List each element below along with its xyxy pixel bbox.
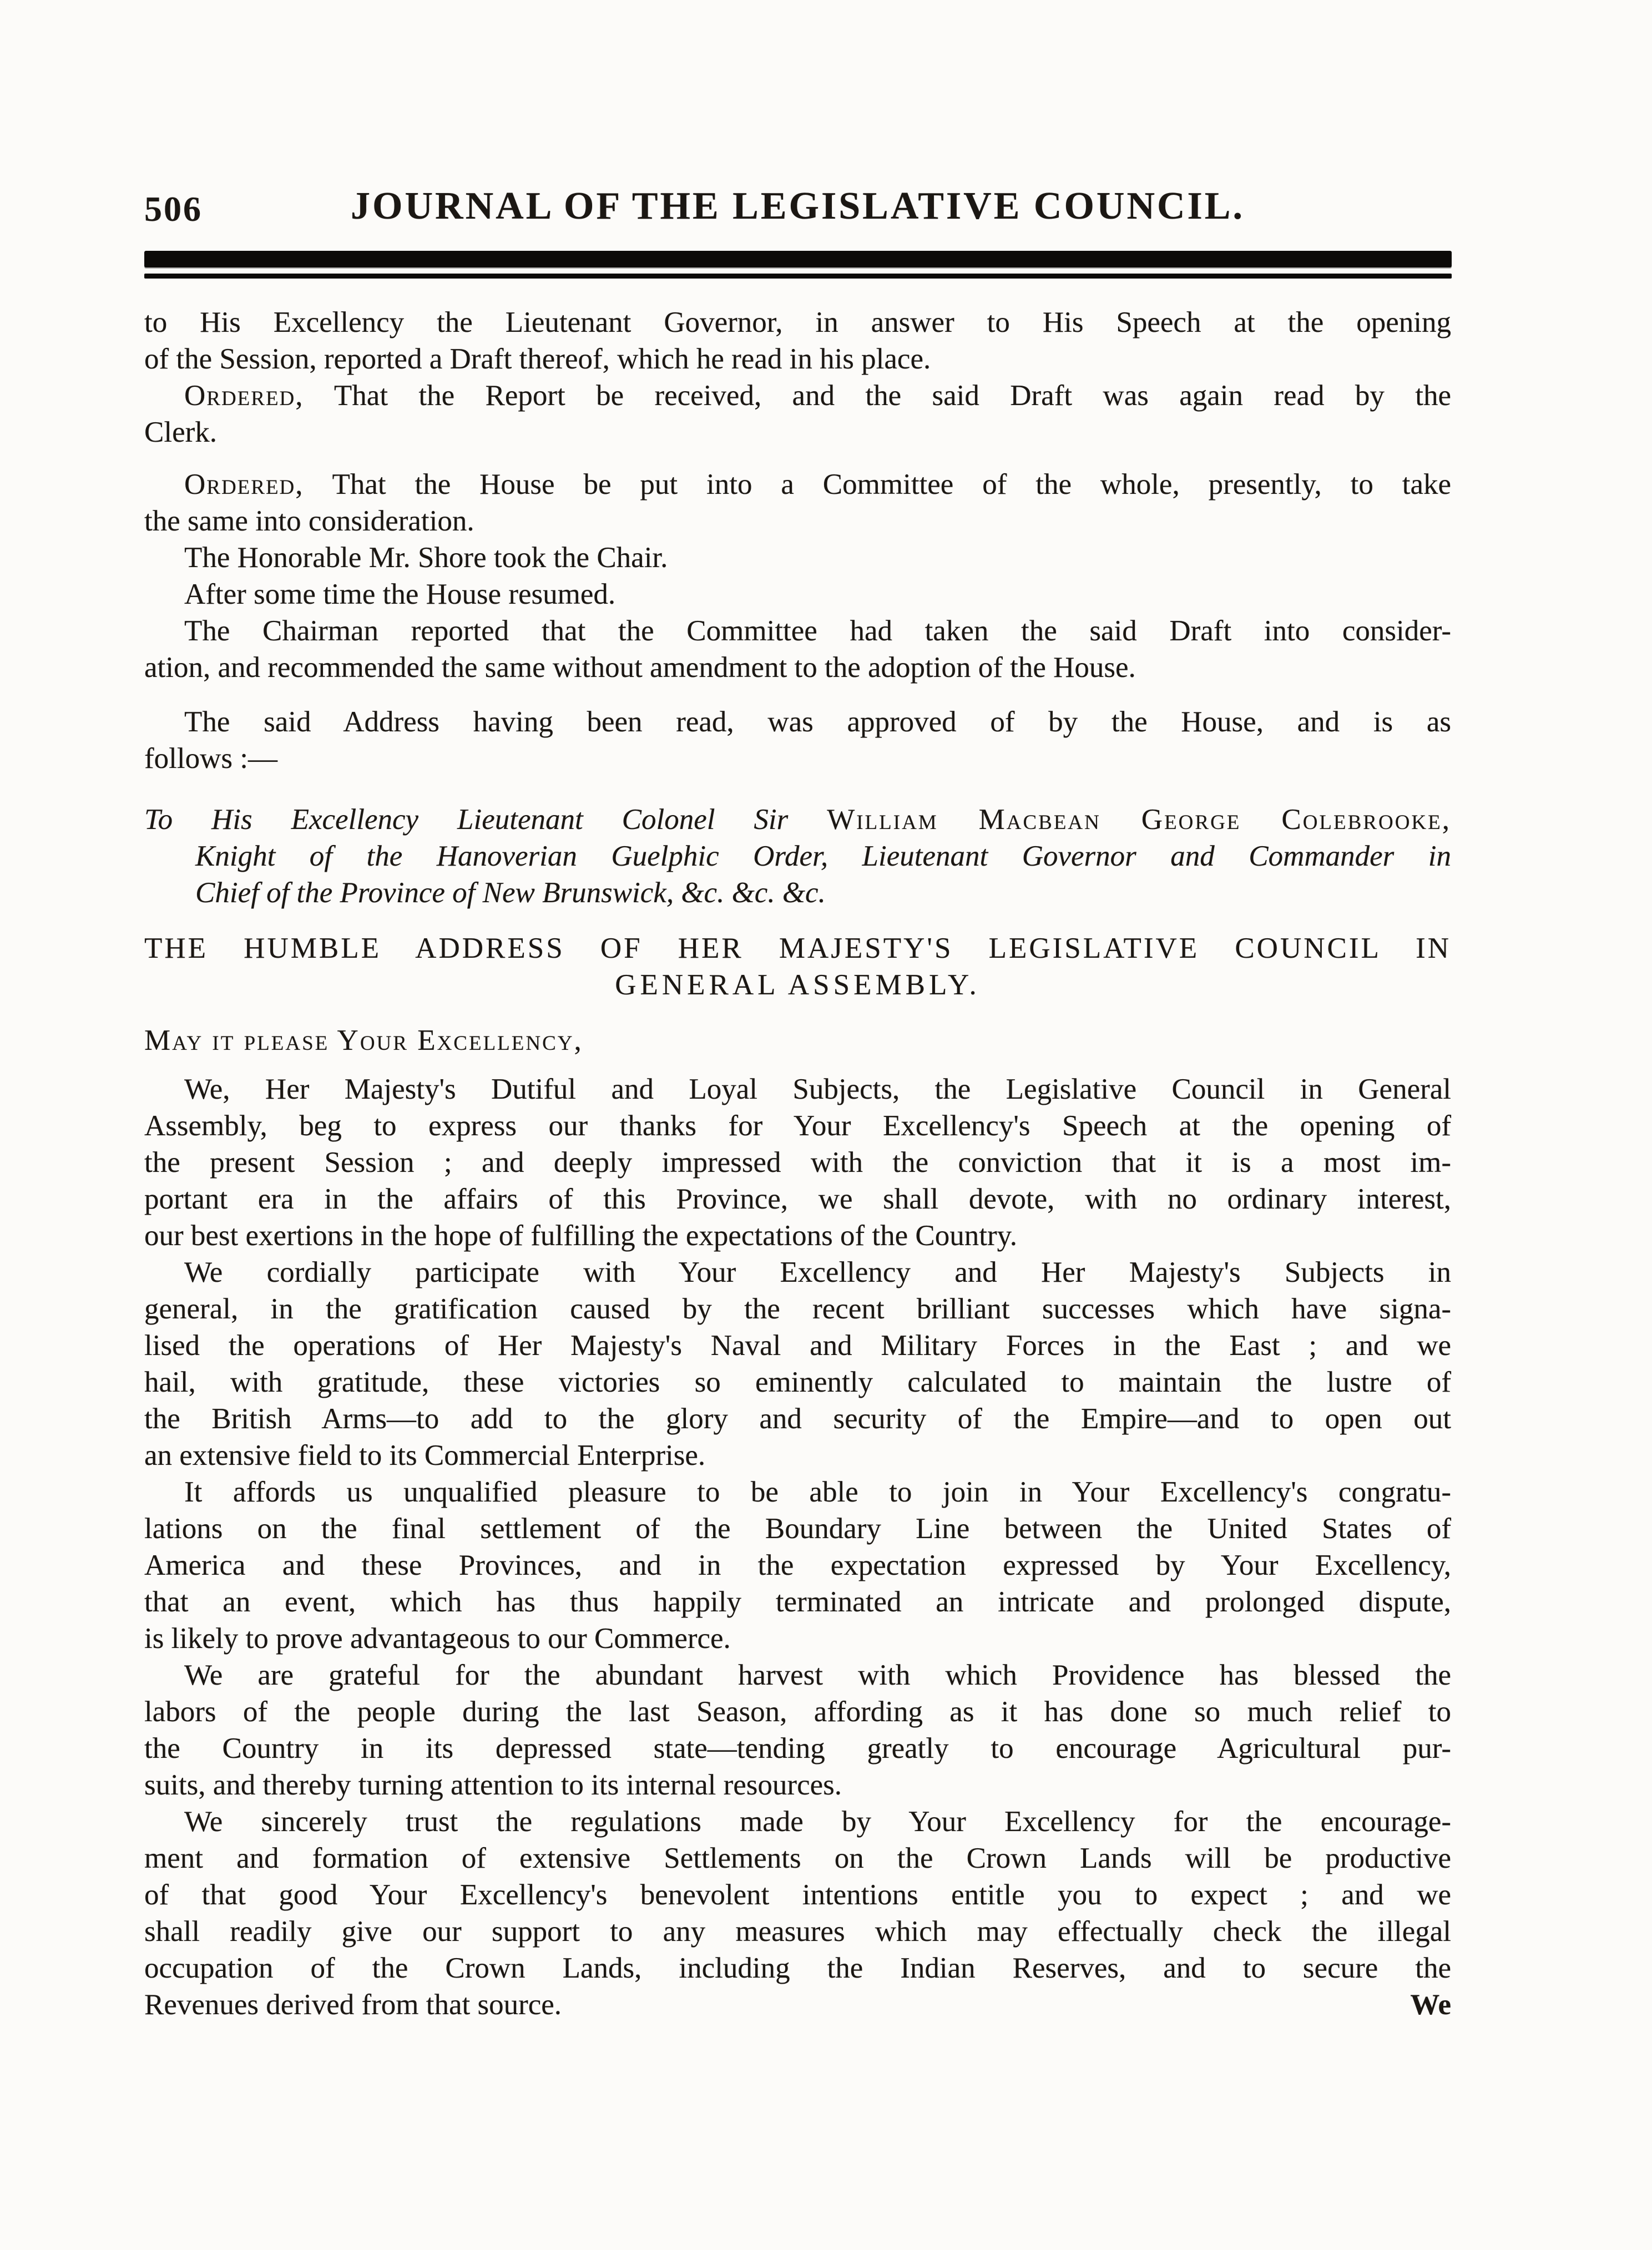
text-segment: Clerk. bbox=[144, 416, 217, 448]
text-line bbox=[144, 377, 1451, 414]
text-line bbox=[144, 1657, 1451, 1693]
paragraph-chairman-report bbox=[144, 613, 1451, 686]
text-segment: To His Excellency Lieutenant Colonel Sir bbox=[144, 803, 827, 836]
text-segment: It affords us unqualified pleasure to be able to join in Your Excellency's congratu- bbox=[184, 1476, 1451, 1508]
paragraph-ordered-report bbox=[144, 377, 1451, 451]
paragraph-thanks bbox=[144, 1071, 1451, 1254]
text-segment: follows :— bbox=[144, 742, 277, 775]
text-segment: Revenues derived from that source. bbox=[144, 1989, 562, 2021]
text-segment: That the House be put into a Committee of the whole, presently, to take bbox=[304, 468, 1451, 500]
text-line bbox=[144, 539, 1451, 576]
text-segment: portant era in the affairs of this Province, we shall devote, with no ordinary interest, bbox=[144, 1183, 1451, 1215]
text-line bbox=[144, 930, 1451, 967]
text-line bbox=[144, 1022, 1451, 1059]
text-segment: We sincerely trust the regulations made by Your Excellency for the encourage- bbox=[184, 1806, 1451, 1838]
text-segment: The said Address having been read, was approved of by the House, and is as bbox=[184, 706, 1451, 738]
address-salutation-block bbox=[144, 801, 1451, 911]
text-line bbox=[144, 1400, 1451, 1437]
text-segment: May it please Your Excellency, bbox=[144, 1024, 583, 1056]
header-rule-thin bbox=[144, 274, 1452, 279]
text-line bbox=[144, 1767, 1451, 1803]
text-segment: that an event, which has thus happily terminated an intricate and prolonged dispute, bbox=[144, 1586, 1451, 1618]
page-header bbox=[144, 183, 1451, 230]
text-segment: the same into consideration. bbox=[144, 505, 474, 537]
text-segment: occupation of the Crown Lands, including the Indian Reserves, and to secure the bbox=[144, 1952, 1451, 1984]
text-line bbox=[144, 1510, 1451, 1547]
text-segment: The Honorable Mr. Shore took the Chair. bbox=[184, 542, 668, 574]
text-segment: Knight of the Hanoverian Guelphic Order, Lieutenant Governor and Commander in bbox=[195, 840, 1451, 872]
text-line bbox=[144, 704, 1451, 740]
text-line bbox=[144, 613, 1451, 649]
text-segment: to His Excellency the Lieutenant Governor, in answer to His Speech at the opening bbox=[144, 306, 1451, 338]
text-line bbox=[144, 1327, 1451, 1364]
header-rule-thick bbox=[144, 251, 1452, 267]
text-line bbox=[144, 503, 1451, 539]
text-line bbox=[144, 649, 1451, 686]
text-line bbox=[144, 1913, 1451, 1950]
text-line bbox=[144, 1108, 1451, 1144]
text-line bbox=[144, 1950, 1451, 1986]
text-line bbox=[144, 1217, 1451, 1254]
paragraph-crown-lands bbox=[144, 1803, 1451, 2023]
paragraph-ordered-committee bbox=[144, 466, 1451, 539]
text-segment: ation, and recommended the same without amendment to the adoption of the House. bbox=[144, 651, 1136, 684]
text-line bbox=[144, 1803, 1451, 1840]
text-segment: lised the operations of Her Majesty's Naval and Military Forces in the East ; and we bbox=[144, 1329, 1451, 1362]
text-line bbox=[144, 1620, 1451, 1657]
text-segment: labors of the people during the last Season, affording as it has done so much relief to bbox=[144, 1696, 1451, 1728]
text-line bbox=[144, 1181, 1451, 1217]
text-segment: Ordered, bbox=[184, 380, 304, 412]
text-line bbox=[144, 1071, 1451, 1108]
text-segment: That the Report be received, and the said Draft was again read by the bbox=[304, 380, 1451, 412]
text-line bbox=[144, 1254, 1451, 1291]
text-segment: general, in the gratification caused by the recent brilliant successes which have signa- bbox=[144, 1293, 1451, 1325]
text-segment: the present Session ; and deeply impressed with the conviction that it is a most im- bbox=[144, 1146, 1451, 1179]
paragraph-resumed bbox=[144, 576, 1451, 613]
text-line bbox=[144, 1291, 1451, 1327]
text-line bbox=[144, 1547, 1451, 1584]
text-line bbox=[144, 341, 1451, 377]
text-segment: ment and formation of extensive Settlements on the Crown Lands will be productive bbox=[144, 1842, 1451, 1874]
journal-title: JOURNAL OF THE LEGISLATIVE COUNCIL. bbox=[351, 185, 1245, 227]
text-line bbox=[144, 1144, 1451, 1181]
text-segment: an extensive field to its Commercial Enterprise. bbox=[144, 1439, 706, 1472]
text-line bbox=[144, 414, 1451, 451]
text-segment: the Country in its depressed state—tending greatly to encourage Agricultural pur- bbox=[144, 1732, 1451, 1764]
text-segment: of the Session, reported a Draft thereof, which he read in his place. bbox=[144, 343, 931, 375]
text-line bbox=[144, 801, 1451, 838]
text-segment: shall readily give our support to any measures which may effectually check the illegal bbox=[144, 1915, 1451, 1948]
text-segment: America and these Provinces, and in the expectation expressed by Your Excellency, bbox=[144, 1549, 1451, 1581]
text-line bbox=[144, 466, 1451, 503]
text-segment: THE HUMBLE ADDRESS OF HER MAJESTY'S LEGISLATIVE COUNCIL IN bbox=[144, 932, 1451, 964]
text-segment: Assembly, beg to express our thanks for Your Excellency's Speech at the opening of bbox=[144, 1110, 1451, 1142]
text-segment: We, Her Majesty's Dutiful and Loyal Subjects, the Legislative Council in General bbox=[184, 1073, 1451, 1105]
paragraph-harvest bbox=[144, 1657, 1451, 1803]
text-segment: We cordially participate with Your Excellency and Her Majesty's Subjects in bbox=[184, 1256, 1451, 1288]
text-segment: lations on the final settlement of the Boundary Line between the United States of bbox=[144, 1513, 1451, 1545]
text-segment: Ordered, bbox=[184, 468, 304, 500]
text-line bbox=[144, 576, 1451, 613]
paragraph-continuation bbox=[144, 304, 1451, 377]
address-heading bbox=[144, 930, 1451, 1003]
catchword: We bbox=[1410, 1989, 1451, 2021]
text-line bbox=[144, 1840, 1451, 1877]
paragraph-victories bbox=[144, 1254, 1451, 1474]
text-segment: The Chairman reported that the Committee had taken the said Draft into consider- bbox=[184, 615, 1451, 647]
text-segment: is likely to prove advantageous to our Commerce. bbox=[144, 1622, 731, 1655]
text-segment: After some time the House resumed. bbox=[184, 578, 616, 610]
text-line bbox=[144, 1877, 1451, 1913]
text-segment: hail, with gratitude, these victories so eminently calculated to maintain the lustre of bbox=[144, 1366, 1451, 1398]
text-line bbox=[144, 304, 1451, 341]
paragraph-chair bbox=[144, 539, 1451, 576]
text-segment: our best exertions in the hope of fulfilling the expectations of the Country. bbox=[144, 1220, 1017, 1252]
text-segment: the British Arms—to add to the glory and security of the Empire—and to open out bbox=[144, 1403, 1451, 1435]
paragraph-address-approved bbox=[144, 704, 1451, 777]
text-line bbox=[144, 838, 1451, 874]
text-line bbox=[144, 1474, 1451, 1510]
text-segment: We are grateful for the abundant harvest with which Providence has blessed the bbox=[184, 1659, 1451, 1691]
text-line bbox=[144, 1364, 1451, 1400]
text-line bbox=[144, 1437, 1451, 1474]
text-line bbox=[144, 1584, 1451, 1620]
text-line bbox=[144, 967, 1451, 1003]
text-segment: GENERAL ASSEMBLY. bbox=[615, 969, 981, 1001]
text-line bbox=[144, 1693, 1451, 1730]
paragraph-boundary bbox=[144, 1474, 1451, 1657]
text-segment: William Macbean George Colebrooke, bbox=[827, 803, 1451, 836]
text-segment: of that good Your Excellency's benevolent intentions entitle you to expect ; and we bbox=[144, 1879, 1451, 1911]
document-body bbox=[144, 304, 1451, 2023]
text-line bbox=[144, 740, 1451, 777]
text-line bbox=[144, 1986, 1451, 2023]
salutation-line bbox=[144, 1022, 1451, 1059]
text-line bbox=[144, 1730, 1451, 1767]
text-segment: suits, and thereby turning attention to its internal resources. bbox=[144, 1769, 842, 1801]
page-number: 506 bbox=[144, 189, 203, 229]
text-segment: Chief of the Province of New Brunswick, &c. &c. &c. bbox=[195, 877, 826, 909]
text-line bbox=[144, 874, 1451, 911]
